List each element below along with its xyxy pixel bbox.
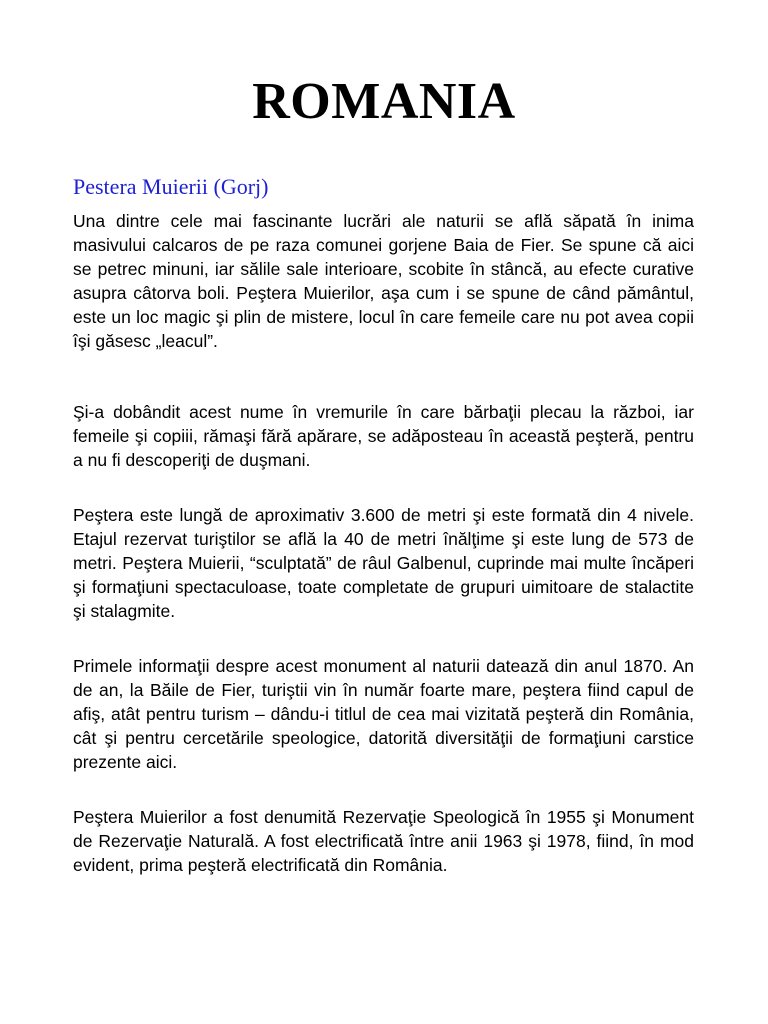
paragraph-3: Peştera este lungă de aproximativ 3.600 de metri şi este formată din 4 nivele. Etajul rezervat turiştilor se află la 40 de metri înălţime şi este lung de 573 de metri. Peştera Muierii, “sculptată” de râul Galbenul, cuprinde mai multe încăperi şi formaţiuni spectaculoase, toate completate de grupuri uimitoare de stalactite şi stalagmite. <box>73 505 694 621</box>
document-title: ROMANIA <box>252 73 516 130</box>
section-heading: Pestera Muierii (Gorj) <box>73 174 269 199</box>
paragraph-4: Primele informaţii despre acest monument al naturii datează din anul 1870. An de an, la Băile de Fier, turiştii vin în număr foarte mare, peştera fiind capul de afiş, atât pentru turism – dându-i titlul de cea mai vizitată peşteră din România, cât şi pentru cercetările speologice, datorită diversităţii de formaţiuni carstice prezente aici. <box>73 656 694 772</box>
paragraph-5: Peştera Muierilor a fost denumită Rezervaţie Speologică în 1955 şi Monument de Rezervaţie Naturală. A fost electrificată între anii 1963 şi 1978, fiind, în mod evident, prima peşteră electrificată din România. <box>73 807 694 875</box>
paragraph-1: Una dintre cele mai fascinante lucrări ale naturii se află săpată în inima masivului calcaros de pe raza comunei gorjene Baia de Fier. Se spune că aici se petrec minuni, iar sălile sale interioare, scobite în stâncă, au efecte curative asupra câtorva boli. Peştera Muierilor, aşa cum i se spune de când pământul, este un loc magic şi plin de mistere, locul în care femeile care nu pot avea copii îşi găsesc „leacul”. <box>73 211 694 351</box>
paragraph-2: Şi-a dobândit acest nume în vremurile în care bărbaţii plecau la război, iar femeile şi copiii, rămaşi fără apărare, se adăposteau în această peşteră, pentru a nu fi descoperiţi de duşmani. <box>73 402 694 470</box>
